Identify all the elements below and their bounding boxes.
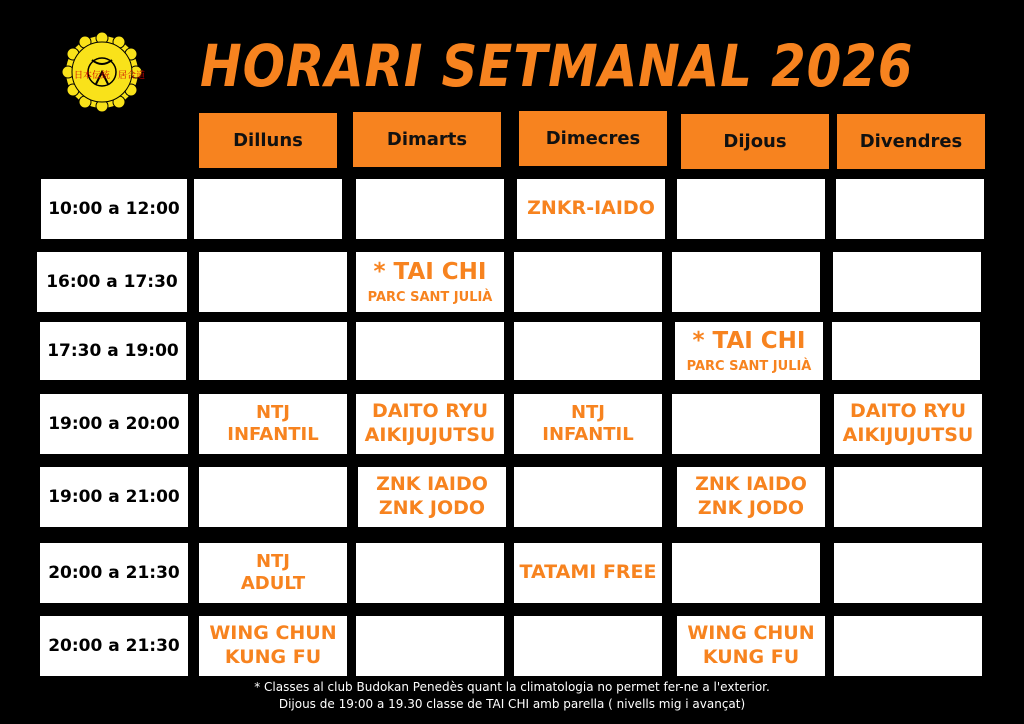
class-cell-r0-c1 bbox=[356, 179, 504, 239]
day-header-2: Dimecres bbox=[519, 111, 667, 166]
class-cell-r2-c1 bbox=[356, 322, 504, 380]
day-header-1: Dimarts bbox=[353, 112, 501, 167]
class-cell-r3-c1 bbox=[356, 394, 504, 454]
time-slot-1: 16:00 a 17:30 bbox=[37, 252, 187, 312]
class-cell-r1-c3 bbox=[672, 252, 820, 312]
class-cell-r6-c0 bbox=[199, 616, 347, 676]
class-label: WING CHUN bbox=[687, 622, 815, 645]
class-cell-r4-c0 bbox=[199, 467, 347, 527]
class-label: WING CHUN bbox=[209, 622, 337, 645]
time-slot-3: 19:00 a 20:00 bbox=[40, 394, 188, 454]
class-label: AIKIJUJUTSU bbox=[364, 424, 496, 446]
class-cell-r6-c1 bbox=[356, 616, 504, 676]
time-slot-5: 20:00 a 21:30 bbox=[40, 543, 188, 603]
class-cell-r3-c4 bbox=[834, 394, 982, 454]
class-cell-r3-c0 bbox=[199, 394, 347, 454]
budokan-logo bbox=[62, 32, 146, 112]
logo-text-left: 日本伝統 bbox=[74, 71, 111, 81]
class-label: DAITO RYU bbox=[371, 400, 489, 423]
class-label: INFANTIL bbox=[542, 424, 634, 445]
day-header-3: Dijous bbox=[681, 114, 829, 169]
class-label: * TAI CHI bbox=[692, 327, 806, 354]
class-label: NTJ bbox=[570, 401, 606, 423]
class-cell-r4-c4 bbox=[834, 467, 982, 527]
class-label: ZNK IAIDO bbox=[695, 473, 807, 496]
class-label: KUNG FU bbox=[702, 646, 800, 668]
class-cell-r4-c2 bbox=[514, 467, 662, 527]
time-slot-4: 19:00 a 21:00 bbox=[40, 467, 188, 527]
class-cell-r2-c3 bbox=[675, 322, 823, 380]
class-cell-r0-c2 bbox=[517, 179, 665, 239]
class-label: KUNG FU bbox=[224, 646, 322, 668]
class-cell-r5-c3 bbox=[672, 543, 820, 603]
class-cell-r0-c3 bbox=[677, 179, 825, 239]
logo-text-right: 居合道 bbox=[118, 71, 146, 81]
footnote-2: Dijous de 19:00 a 19.30 classe de TAI CHI amb parella ( nivells mig i avançat) bbox=[278, 697, 746, 711]
class-cell-r3-c3 bbox=[672, 394, 820, 454]
class-label: AIKIJUJUTSU bbox=[842, 424, 974, 446]
class-cell-r0-c4 bbox=[836, 179, 984, 239]
class-label: ADULT bbox=[240, 573, 306, 594]
class-label: INFANTIL bbox=[227, 424, 319, 445]
class-cell-r1-c0 bbox=[199, 252, 347, 312]
class-cell-r5-c0 bbox=[199, 543, 347, 603]
time-slot-2: 17:30 a 19:00 bbox=[40, 322, 186, 380]
class-label: * TAI CHI bbox=[373, 258, 487, 285]
class-label: ZNK IAIDO bbox=[376, 473, 488, 496]
day-header-0: Dilluns bbox=[199, 113, 337, 168]
class-cell-r2-c2 bbox=[514, 322, 662, 380]
class-label: ZNK JODO bbox=[378, 497, 486, 519]
class-label: NTJ bbox=[255, 550, 291, 572]
day-header-4: Divendres bbox=[837, 114, 985, 169]
class-cell-r2-c4 bbox=[832, 322, 980, 380]
class-cell-r4-c1 bbox=[358, 467, 506, 527]
time-slot-6: 20:00 a 21:30 bbox=[40, 616, 188, 676]
class-label: ZNK JODO bbox=[697, 497, 805, 519]
class-label: PARC SANT JULIÀ bbox=[686, 359, 812, 375]
class-cell-r5-c4 bbox=[834, 543, 982, 603]
class-label: PARC SANT JULIÀ bbox=[367, 290, 493, 306]
class-label: DAITO RYU bbox=[849, 400, 967, 423]
class-cell-r2-c0 bbox=[199, 322, 347, 380]
class-label: NTJ bbox=[255, 401, 291, 423]
class-cell-r6-c2 bbox=[514, 616, 662, 676]
class-cell-r1-c2 bbox=[514, 252, 662, 312]
class-cell-r5-c2 bbox=[514, 543, 662, 603]
class-cell-r1-c4 bbox=[833, 252, 981, 312]
class-cell-r1-c1 bbox=[356, 252, 504, 312]
page-title: HORARI SETMANAL 2026 bbox=[200, 32, 914, 100]
class-cell-r4-c3 bbox=[677, 467, 825, 527]
footnote-1: * Classes al club Budokan Penedès quant la climatologia no permet fer-ne a l'exterior. bbox=[254, 680, 770, 694]
class-cell-r5-c1 bbox=[356, 543, 504, 603]
time-slot-0: 10:00 a 12:00 bbox=[41, 179, 187, 239]
class-cell-r3-c2 bbox=[514, 394, 662, 454]
class-cell-r0-c0 bbox=[194, 179, 342, 239]
class-cell-r6-c4 bbox=[834, 616, 982, 676]
class-label: TATAMI FREE bbox=[519, 561, 657, 584]
class-cell-r6-c3 bbox=[677, 616, 825, 676]
class-label: ZNKR-IAIDO bbox=[527, 197, 655, 220]
